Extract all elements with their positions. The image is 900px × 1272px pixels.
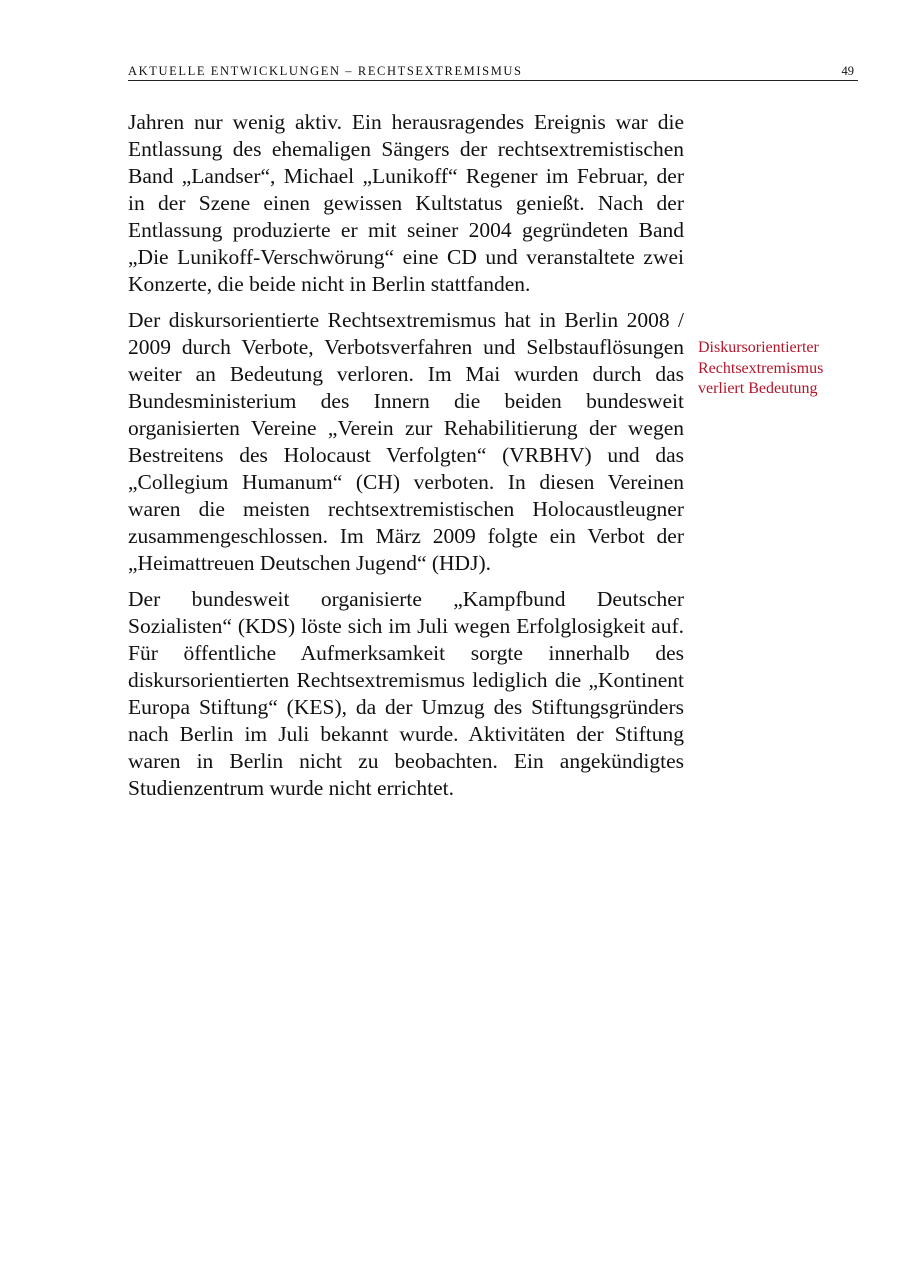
running-title: AKTUELLE ENTWICKLUNGEN – RECHTSEXTREMISMUS xyxy=(128,64,523,78)
running-header xyxy=(128,64,858,81)
margin-note xyxy=(698,338,868,400)
paragraph-2: Der diskursorientierte Rechtsextremismus hat in Berlin 2008 / 2009 durch Verbote, Verbotsverfahren und Selbstauflösungen weiter an Bedeutung verloren. Im Mai wurden durch das Bundesministerium des Innern die beiden bundesweit organisierten Vereine „Verein zur Rehabilitierung der wegen Bestreitens des Holocaust Verfolgten“ (VRBHV) und das „Collegium Humanum“ (CH) verboten. In diesen Vereinen waren die meisten rechtsextremistischen Holocaustleugner zusammengeschlossen. Im März 2009 folgte ein Verbot der „Heimattreuen Deutschen Jugend“ (HDJ). xyxy=(128,308,684,575)
paragraph-1: Jahren nur wenig aktiv. Ein herausragendes Ereignis war die Entlassung des ehemaligen Sängers der rechtsextremistischen Band „Landser“, Michael „Lunikoff“ Regener im Februar, der in der Szene einen gewissen Kultstatus genießt. Nach der Entlassung produzierte er mit seiner 2004 gegründeten Band „Die Lunikoff-Verschwörung“ eine CD und veranstaltete zwei Konzerte, die beide nicht in Berlin stattfanden. xyxy=(128,110,684,296)
margin-note-line-3: verliert Bedeutung xyxy=(698,380,818,397)
page-number: 49 xyxy=(841,64,854,78)
margin-note-line-2: Rechtsextremismus xyxy=(698,359,824,377)
paragraph-3: Der bundesweit organisierte „Kampfbund Deutscher Sozialisten“ (KDS) löste sich im Juli wegen Erfolglosigkeit auf. Für öffentliche Aufmerksamkeit sorgte innerhalb des diskursorientierten Rechtsextremismus lediglich die „Kontinent Europa Stiftung“ (KES), da der Umzug des Stiftungsgründers nach Berlin im Juli bekannt wurde. Aktivitäten der Stiftung waren in Berlin nicht zu beobachten. Ein angekündigtes Studienzentrum wurde nicht errichtet. xyxy=(128,587,684,800)
body-text-column xyxy=(128,109,684,811)
margin-note-line-1: Diskursorientierter xyxy=(698,339,819,356)
